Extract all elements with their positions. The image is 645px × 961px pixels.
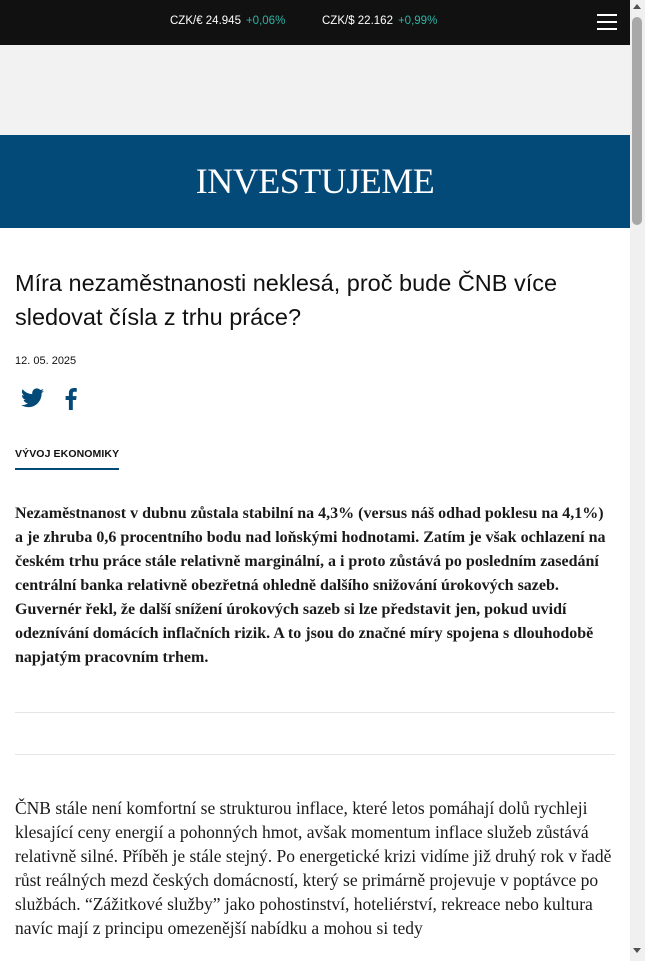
ticker-usd-label: CZK/$ 22.162 xyxy=(322,15,393,27)
category-link[interactable]: VÝVOJ EKONOMIKY xyxy=(15,448,119,470)
article-title: Míra nezaměstnanosti neklesá, proč bude ČNB více sledovat čísla z trhu práce? xyxy=(15,270,558,330)
divider xyxy=(15,754,615,755)
ticker-usd-change: +0,99% xyxy=(397,15,438,27)
twitter-icon[interactable] xyxy=(21,388,44,408)
ticker-eur[interactable] xyxy=(170,15,285,27)
facebook-icon[interactable] xyxy=(64,388,78,410)
scroll-down-icon[interactable] xyxy=(633,948,641,953)
article-lead: Nezaměstnanost v dubnu zůstala stabilní na 4,3% (versus náš odhad poklesu na 4,1%) a je zhruba 0,6 procentního bodu nad loňskými hodnotami. Zatím je však ochlazení na českém trhu práce stále relativně marginální, a i proto zůstává po posledním zasedání centrální banka relativně obezřetná ohledně dalšího snižování úrokových sazeb. Guvernér řekl, že další snížení úrokových sazeb si lze představit jen, pokud uvidí odeznívání domácích inflačních rizik. A to jsou do značné míry spojena s dlouhodobě napjatým pracovním trhem. xyxy=(15,505,606,666)
ticker-eur-label: CZK/€ 24.945 xyxy=(170,15,241,27)
scroll-up-icon[interactable] xyxy=(633,4,641,9)
article-body: ČNB stále není komfortní se strukturou inflace, které letos pomáhají dolů rychleji klesající ceny energií a pohonných hmot, avšak momentum inflace služeb zůstává relativně silné. Příběh je stále stejný. Po energetické krizi vidíme již druhý rok v řadě růst reálných mezd českých domácností, který se primárně projevuje v poptávce po službách. “Zážitkové služby” jako pohostinství, hoteliérství, rekreace nebo kultura navíc mají z principu omezenější nabídku a mohou si tedy xyxy=(15,798,612,938)
ad-space xyxy=(0,45,630,135)
hamburger-icon[interactable] xyxy=(597,14,617,31)
top-bar xyxy=(0,0,630,45)
site-logo[interactable]: INVESTUJEME xyxy=(195,161,435,201)
article-date: 12. 05. 2025 xyxy=(15,355,77,367)
scrollbar-thumb[interactable] xyxy=(632,17,642,225)
ticker-usd[interactable] xyxy=(322,15,437,27)
divider xyxy=(15,712,615,713)
ticker-eur-change: +0,06% xyxy=(245,15,286,27)
